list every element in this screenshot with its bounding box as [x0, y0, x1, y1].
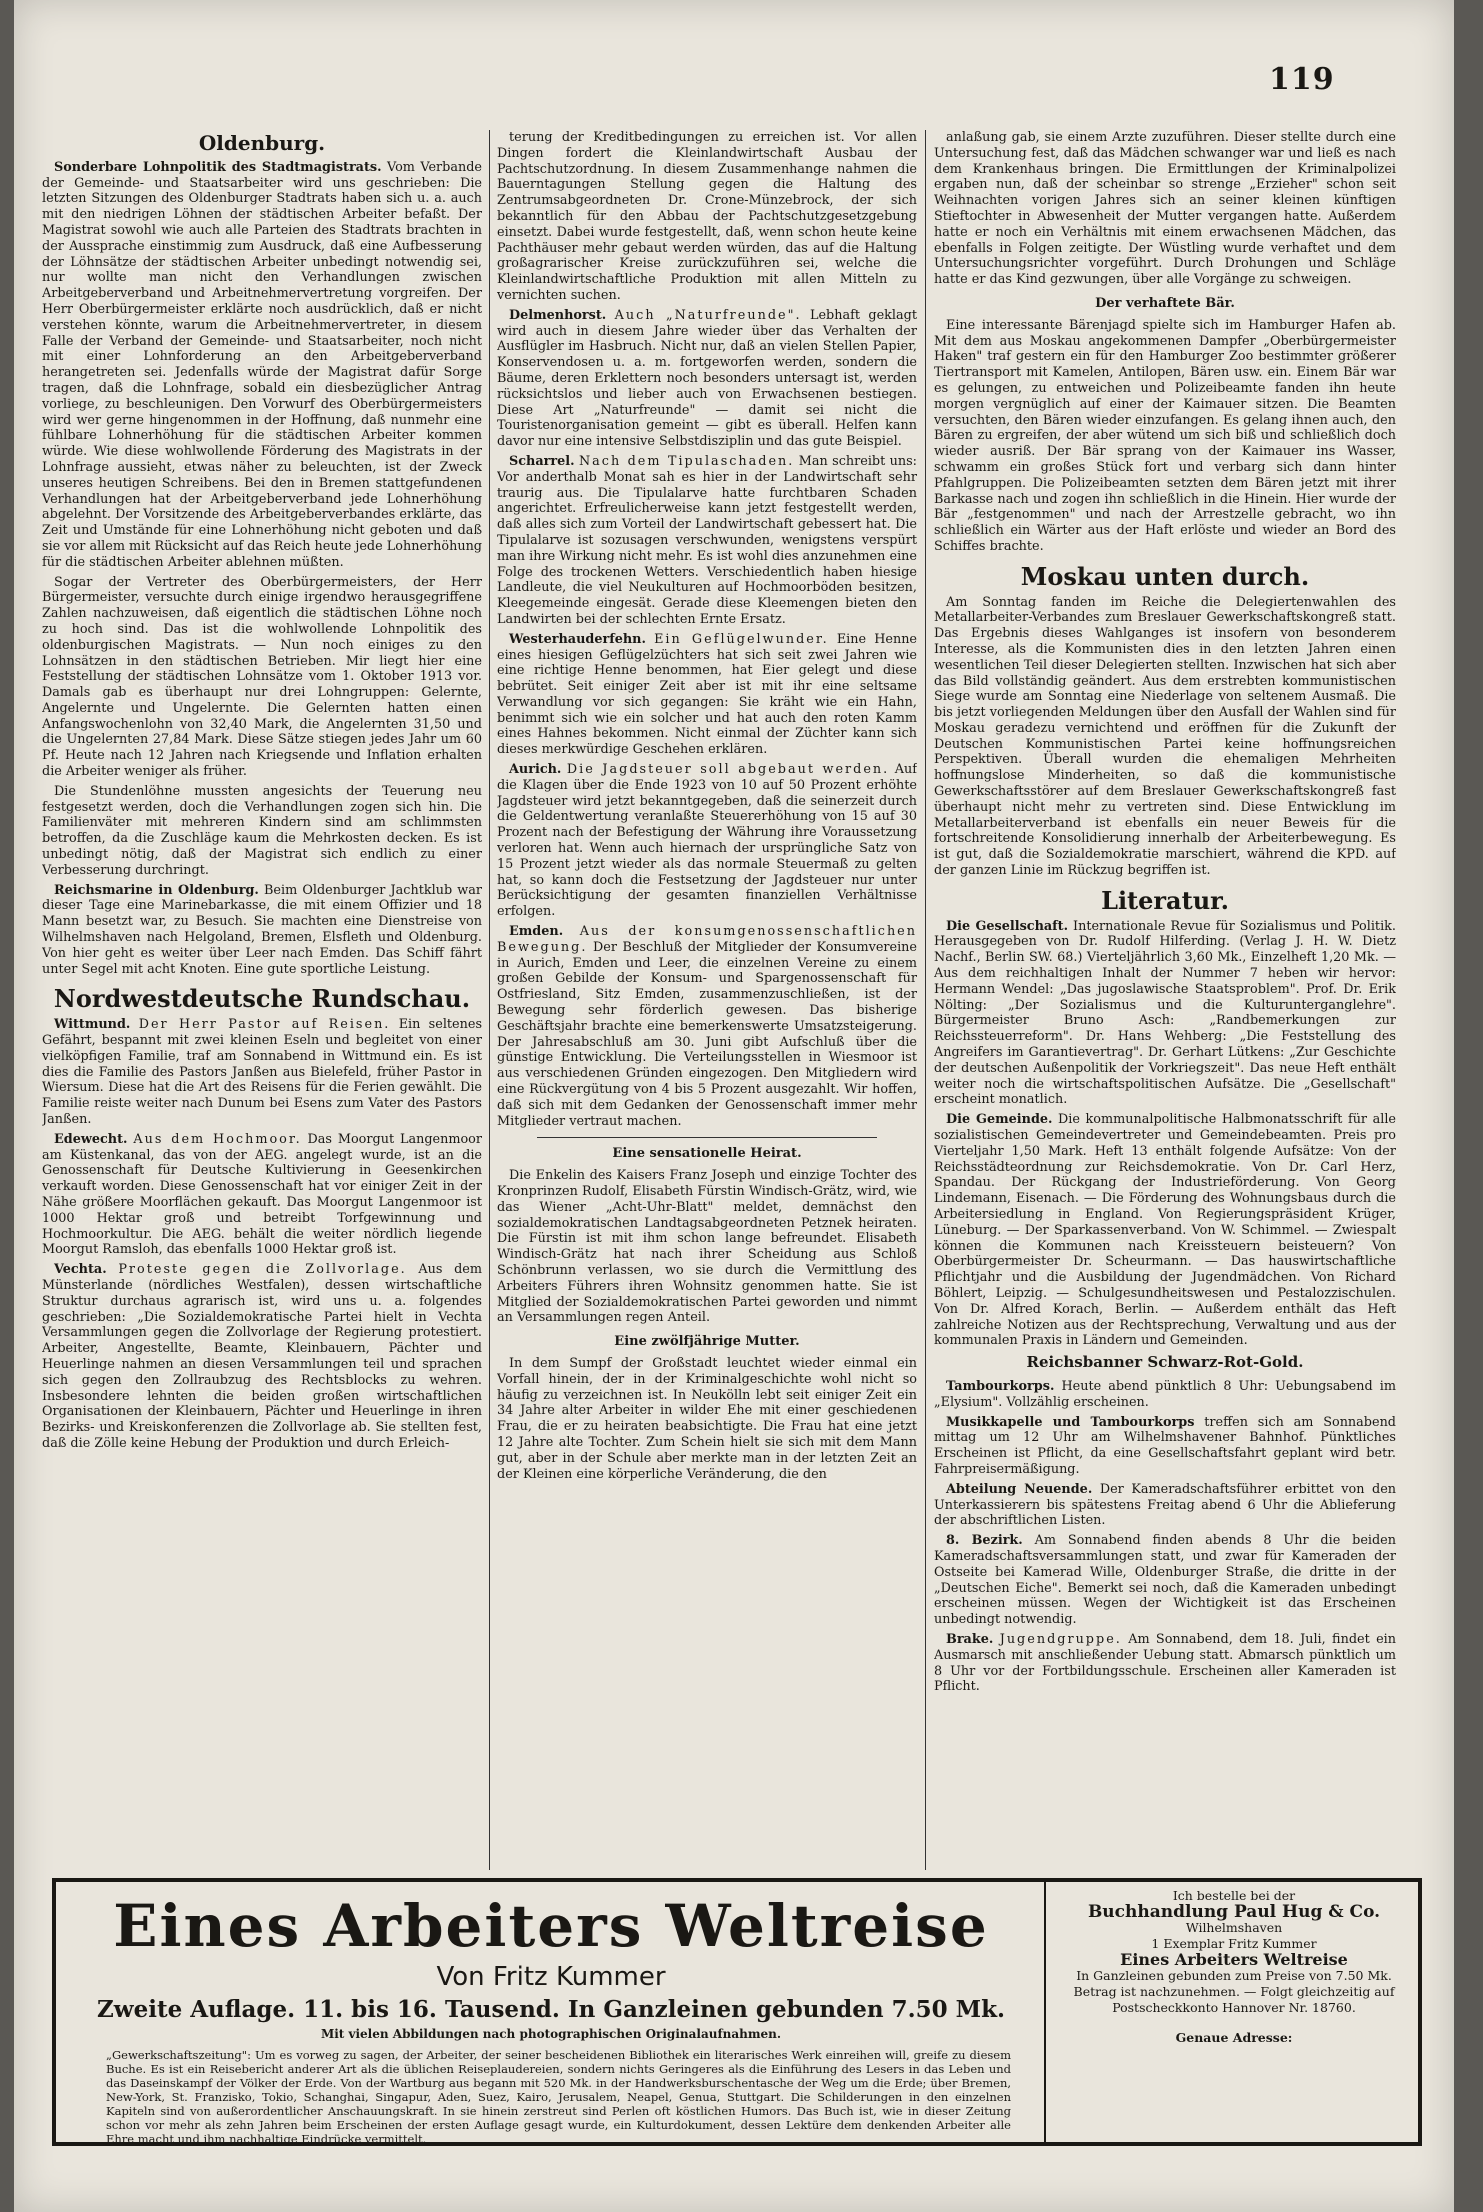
section-title-moskau: Moskau unten durch.: [1020, 561, 1310, 591]
order-form: [1056, 1888, 1412, 2046]
article-headline: Ein Geflügelwunder.: [654, 631, 829, 647]
article-paragraph: Die Stundenlöhne mussten angesichts der Teuerung neu festgesetzt werden, doch die Verhandlungen zogen sich hin. Die Familienväter mit mehreren Kindern sind am schlimmsten betroffen, da die Zuschläge kaum die Mehrkosten decken. Es ist unbedingt nötig, daß der Magistrat sich endlich zu einer Verbesserung durchringt.: [42, 783, 482, 878]
article-lead: Emden.: [509, 924, 564, 940]
article-text: treffen sich am Sonnabend mittag um 12 Uhr am Wilhelmshavener Bahnhof. Pünktliches Erscheinen ist Pflicht, da eine Gesellschaftsfahrt geplant wird betr. Fahrpreisermäßigung.: [934, 1414, 1396, 1477]
article-lead: Sonderbare Lohnpolitik des Stadtmagistrats.: [54, 159, 382, 175]
article-lead: Vechta.: [54, 1262, 107, 1278]
article-headline: Die Jagdsteuer soll abgebaut werden.: [566, 762, 890, 778]
article-text: Am Sonnabend finden abends 8 Uhr die beiden Kameradschaftsversammlungen statt, und zwar für Kameraden der Ostseite bei Kamerad Wille, Oldenburger Straße, die dritte in der „Deutschen Eiche". Bemerkt sei noch, daß die Kameraden unbedingt erscheinen müssen. Wegen der Wichtigkeit ist das Erscheinen unbedingt notwendig.: [934, 1533, 1396, 1628]
article-text: Der Beschluß der Mitglieder der Konsumvereine in Aurich, Emden und Leer, die einzelnen Vereine zu einem großen Gebilde der Konsum- und Spargenossenschaft für Ostfriesland, Sitz Emden, zusammenzuschließen, ist der Bewegung sehr förderlich gewesen. Das bisherige Geschäftsjahr brachte eine bemerkenswerte Umsatzsteigerung. Der Jahresabschluß am 30. Juni gibt Aufschluß über die günstige Entwicklung. Die Verteilungsstellen in Wiesmoor ist aus verschiedenen Gründen eingezogen. Den Mitgliedern wird eine Rückvergütung von 4 bis 5 Prozent ausgezahlt. Wir hoffen, daß sich mit dem Gedanken der Genossenschaft immer mehr Mitglieder vertraut machen.: [497, 939, 917, 1129]
article-text: Auf die Klagen über die Ende 1923 von 10 auf 50 Prozent erhöhte Jagdsteuer wird jetzt bekanntgegeben, daß die seinerzeit durch die Geldentwertung veranlaßte Steuererhöhung von 15 auf 30 Prozent nach der Befestigung der Währung ihre Voraussetzung verloren hat. Wenn auch hiernach der ursprüngliche Satz von 15 Prozent jetzt wieder als das normale Steuermaß zu gelten hat, so kann doch die Festsetzung der Jagdsteuer nur unter Berücksichtigung der gesamten finanziellen Verhältnisse erfolgen.: [497, 762, 917, 920]
article-paragraph: Eine interessante Bärenjagd spielte sich im Hamburger Hafen ab. Mit dem aus Moskau angekommenen Dampfer „Oberbürgermeister Haken" traf gestern ein für den Hamburger Zoo bestimmter größerer Tiertransport mit Kamelen, Antilopen, Bären usw. ein. Einem Bär war es gelungen, zu entweichen und Polizeibeamte fanden ihn heute morgen vergnüglich auf einer der Kaimauer sitzen. Die Beamten versuchten, den Bären wieder einzufangen. Es gelang ihnen auch, den Bären zu ergreifen, der aber wütend um sich biß und schließlich doch wieder ausriß. Der Bär sprang von der Kaimauer ins Wasser, schwamm ein großes Stück fort und verbarg sich dann hinter Pfahlgruppen. Die Polizeibeamten setzten dem Bären jetzt mit ihrer Barkasse nach und zogen ihn schließlich in die Hinein. Hier wurde der Bär „festgenommen" und nach der Arrestzelle gebracht, wo ihn schließlich ein Wärter aus der Haft erlöste und wieder an Bord des Schiffes brachte.: [934, 317, 1396, 554]
article-text: Das Moorgut Langenmoor am Küstenkanal, das von der AEG. angelegt wurde, ist an die Genossenschaft für Deutsche Kultivierung in Geesenkirchen verkauft worden. Diese Genossenschaft hat vor einiger Zeit in der Nähe größere Moorflächen gekauft. Das Moorgut Langenmoor ist 1000 Hektar groß und betreibt Torfgewinnung und Hochmoorkultur. Die AEG. behält die weiter nördlich liegende Moorgut Ramsloh, das ebenfalls 1000 Hektar groß ist.: [42, 1131, 482, 1258]
article-paragraph: [497, 454, 917, 628]
article-headline: Aus dem Hochmoor.: [133, 1131, 302, 1147]
column-left: [42, 130, 482, 1870]
article-headline: Eine zwölfjährige Mutter.: [614, 1334, 800, 1350]
article-paragraph: In dem Sumpf der Großstadt leuchtet wieder einmal ein Vorfall hinein, der in der Kriminalgeschichte wohl nicht so häufig zu verzeichnen ist. In Neukölln lebt seit einiger Zeit ein 34 Jahre alter Arbeiter in wilder Ehe mit einer geschiedenen Frau, die er zu heiraten beabsichtigte. Die Frau hat eine jetzt 12 Jahre alte Tochter. Zum Schein hielt sie sich mit dem Mann gut, aber in der Schule aber merkte man in der letzten Zeit an der Kleinen eine körperliche Veränderung, die den: [497, 1355, 917, 1482]
article-headline: Aus der konsumgenossenschaftlichen Bewegung.: [497, 924, 917, 955]
ad-title: Eines Arbeiters Weltreise: [113, 1892, 989, 1960]
article-paragraph: [934, 1482, 1396, 1529]
section-title-oldenburg: Oldenburg.: [198, 131, 326, 155]
article-headline: Auch „Naturfreunde".: [614, 307, 802, 323]
section-title-literatur: Literatur.: [1101, 885, 1229, 915]
article-lead: Reichsmarine in Oldenburg.: [54, 882, 259, 898]
article-paragraph: [934, 1632, 1396, 1695]
article-text: Lebhaft geklagt wird auch in diesem Jahre wieder über das Verhalten der Ausflügler im Hasbruch. Nicht nur, daß an vielen Stellen Papier, Konservendosen u. a. m. fortgeworfen werden, sondern die Bäume, deren Erklettern noch besonders untersagt ist, werden rücksichtslos und lieber auch von Erwachsenen bestiegen. Diese Art „Naturfreunde" — damit sei nicht die Touristenorganisation gemeint — gibt es überall. Helfen kann davor nur eine intensive Selbstdisziplin und das gute Beispiel.: [497, 307, 917, 450]
article-headline: Nach dem Tipulaschaden.: [578, 453, 795, 469]
section-title-reichsbanner: Reichsbanner Schwarz-Rot-Gold.: [1026, 1353, 1304, 1372]
page-number: 119: [1269, 62, 1335, 97]
ad-edition: Zweite Auflage. 11. bis 16. Tausend. In Ganzleinen gebunden 7.50 Mk.: [96, 1996, 1006, 2023]
article-text: Der Kameradschaftsführer erbittet von den Unterkassierern bis spätestens Freitag abend 6 Uhr die Ablieferung der abschriftlichen Listen.: [934, 1481, 1396, 1529]
ad-subtitle: Mit vielen Abbildungen nach photographischen Originalaufnahmen.: [320, 2027, 782, 2041]
article-paragraph: [42, 883, 482, 978]
article-lead: Musikkapelle und Tambourkorps: [946, 1414, 1195, 1430]
article-paragraph: [497, 924, 917, 1129]
article-paragraph: [42, 1017, 482, 1128]
article-lead: Tambourkorps.: [946, 1378, 1055, 1394]
ad-main-panel: [56, 1882, 1046, 2146]
order-binding: In Ganzleinen gebunden zum Preise von 7.50 Mk.: [1076, 1968, 1392, 1983]
article-paragraph: [934, 1533, 1396, 1628]
article-text: Ein seltenes Gefährt, bespannt mit zwei kleinen Eseln und begleitet von einer vielköpfigen Familie, traf am Sonnabend in Wittmund ein. Es ist dies die Familie des Pastors Janßen aus Bielefeld, früher Pastor in Wiersum. Diese hat die Art des Reisens für die Ferien gewählt. Die Familie reiste weiter nach Dunum bei Esens zum Vater des Pastors Janßen.: [42, 1017, 482, 1128]
column-middle: [497, 130, 917, 1870]
newspaper-page: [14, 0, 1454, 2212]
article-headline: Der Herr Pastor auf Reisen.: [138, 1017, 391, 1033]
article-lead: Wittmund.: [54, 1017, 131, 1033]
article-lead: Aurich.: [509, 762, 562, 778]
ad-review-text: „Gewerkschaftszeitung": Um es vorweg zu sagen, der Arbeiter, der seiner bescheidenen Bibliothek ein literarisches Werk einreihen will, greife zu diesem Buche. Es ist ein Reisebericht anderer Art als die üblichen Reiseplaudereien, sondern nichts Geringeres als die Einführung des Lesers in das Leben und das Daseinskampf der Völker der Erde. Von der Wartburg aus begann mit 520 Mk. in der Handwerksburschentasche der Weg um die Erde; über Bremen, New-York, St. Franzisko, Tokio, Schanghai, Singapur, Aden, Suez, Kairo, Jerusalem, Neapel, Genua, Stuttgart. Die Schilderungen in den einzelnen Kapiteln sind von außerordentlicher Anschauungskraft. In sie hinein zerstreut sind Perlen oft köstlichen Humors. Das Buch ist, wie in dieser Zeitung schon vor mehr als zehn Jahren beim Erscheinen der ersten Auflage gesagt wurde, ein Kulturdokument, dessen Lektüre dem denkenden Arbeiter alle Ehre macht und ihm nachhaltige Eindrücke vermittelt.: [106, 2048, 1011, 2146]
article-text: Eine Henne eines hiesigen Geflügelzüchters hat sich seit zwei Jahren wie eine richtige Henne benommen, hat Eier gelegt und diese bebrütet. Seit einiger Zeit aber ist mit ihr eine seltsame Verwandlung vor sich gegangen: Sie kräht wie ein Hahn, benimmt sich wie ein solcher und hat auch den roten Kamm eines Hahnes bekommen. Nicht einmal der Züchter kann sich dieses merkwürdige Geschehen erklären.: [497, 631, 917, 758]
ad-author: Von Fritz Kummer: [436, 1962, 666, 1992]
article-text: Am Sonnabend, dem 18. Juli, findet ein Ausmarsch mit anschließender Uebung statt. Abmarsch pünktlich um 8 Uhr vor der Fortbildungsschule. Erscheinen aller Kameraden ist Pflicht.: [934, 1631, 1396, 1695]
article-paragraph: Die Enkelin des Kaisers Franz Joseph und einzige Tochter des Kronprinzen Rudolf, Elisabeth Fürstin Windisch-Grätz, wird, wie das Wiener „Acht-Uhr-Blatt" meldet, demnächst den sozialdemokratischen Landtagsabgeordneten Petznek heiraten. Die Fürstin ist mit ihm schon lange befreundet. Elisabeth Windisch-Grätz hat nach ihrer Scheidung aus Schloß Schönbrunn verlassen, wo sie durch die Vermittlung des Arbeiters Führers ihren Wohnsitz genommen hatte. Sie ist Mitglied der Sozialdemokratischen Partei geworden und nimmt an Versammlungen regen Anteil.: [497, 1168, 917, 1326]
article-paragraph: [497, 762, 917, 920]
article-paragraph: [42, 160, 482, 571]
article-paragraph: Am Sonntag fanden im Reiche die Delegiertenwahlen des Metallarbeiter-Verbandes zum Breslauer Gewerkschaftskongreß statt. Das Ergebnis dieses Wahlganges ist insofern von besonderem Interesse, als die Kommunisten dies in den letzten Jahren einen wesentlichen Teil dieser Delegierten stellten. Inzwischen hat sich aber das Bild vollständig geändert. Aus dem erstrebten kommunistischen Siege wurde am Sonntag eine Niederlage von seltenem Ausmaß. Die bis jetzt vorliegenden Meldungen über den Ausfall der Wahlen sind für Moskau geradezu vernichtend und eröffnen für die Zukunft der Deutschen Kommunistischen Partei keine hoffnungsreichen Perspektiven. Überall wurden die ehemaligen Mehrheiten hoffnungslose Minderheiten, so daß die kommunistische Gewerkschaftsstörer auf dem Breslauer Gewerkschaftskongreß fast überhaupt nicht mehr zu vertreten sind. Diese Entwicklung im Metallarbeiterverband ist ebenfalls ein neuer Beweis für die fortschreitende Konsolidierung innerhalb der Arbeiterbewegung. Es ist gut, daß die Sozialdemokratie marschiert, während die KPD. auf der ganzen Linie im Rückzug begriffen ist.: [934, 594, 1396, 879]
column-right: [934, 130, 1396, 1870]
article-paragraph: [934, 1379, 1396, 1411]
order-shop: Buchhandlung Paul Hug & Co.: [1087, 1902, 1381, 1922]
article-lead: Brake.: [946, 1631, 994, 1647]
column-rule: [925, 130, 926, 1870]
article-headline: Proteste gegen die Zollvorlage.: [118, 1262, 407, 1278]
article-text: Man schreibt uns: Vor anderthalb Monat sah es hier in der Landwirtschaft sehr traurig aus. Die Tipulalarve hatte furchtbaren Schaden angerichtet. Erfreulicherweise kann jetzt festgestellt werden, daß alles sich zum Vorteil der Landwirtschaft gebessert hat. Die Tipulalarve ist sozusagen verschwunden, wenigstens verspürt man ihre Wirkung nicht mehr. Es ist wohl dies anzunehmen eine Folge des trockenen Wetters. Verschiedentlich haben hiesige Landleute, die viel Neukulturen auf Hochmoorböden besitzen, Kleegemeinde eingesät. Gerade diese Kleemengen bieten den Landwirten bei der schlechten Ernte Ersatz.: [497, 453, 917, 627]
article-text: Internationale Revue für Sozialismus und Politik. Herausgegeben von Dr. Rudolf Hilferding. (Verlag J. H. W. Dietz Nachf., Berlin SW. 68.) Vierteljährlich 3,60 Mk., Einzelheft 1,20 Mk. — Aus dem reichhaltigen Inhalt der Nummer 7 heben wir hervor: Hermann Wendel: „Das jugoslawische Staatsproblem". Prof. Dr. Erik Nölting: „Der Sozialismus und die Kulturunterganglehre". Bürgermeister Bruno Asch: „Randbemerkungen zur Reichssteuerreform". Dr. Hans Wehberg: „Die Feststellung des Angreifers im Garantievertrag". Dr. Gerhart Lütkens: „Zur Geschichte der deutschen Außenpolitik der Vorkriegszeit". Das neue Heft enthält weiter noch die wirtschaftspolitischen Aufsätze. Die „Gesellschaft" erscheint monatlich.: [934, 918, 1396, 1108]
article-headline: Eine sensationelle Heirat.: [612, 1146, 802, 1162]
order-intro: Ich bestelle bei der: [1172, 1888, 1296, 1903]
article-text: Heute abend pünktlich 8 Uhr: Uebungsabend im „Elysium". Vollzählig erscheinen.: [934, 1378, 1396, 1410]
order-item: 1 Exemplar Fritz Kummer: [1151, 1936, 1317, 1951]
article-paragraph: [42, 1132, 482, 1258]
order-payment: Betrag ist nachzunehmen. — Folgt gleichzeitig auf Postscheckkonto Hannover Nr. 18760.: [1073, 1984, 1395, 2015]
article-paragraph: [497, 632, 917, 758]
article-paragraph: anlaßung gab, sie einem Arzte zuzuführen. Dieser stellte durch eine Untersuchung fest, daß das Mädchen schwanger war und ließ es nach dem Krankenhaus bringen. Die Ermittlungen der Kriminalpolizei ergaben nun, daß der scheinbar so strenge „Erzieher" schon seit Weihnachten vorigen Jahres sich an seiner kleinen künftigen Stieftochter in Abwesenheit der Mutter vergangen hatte. Außerdem hatte er noch ein Verhältnis mit einem erwachsenen Mädchen, das ebenfalls in Folgen zeitigte. Der Wüstling wurde verhaftet und dem Untersuchungsrichter vorgeführt. Durch Drohungen und Schläge hatte er das Kind gezwungen, über alle Vorgänge zu schweigen.: [934, 130, 1396, 288]
article-lead: Edewecht.: [54, 1131, 128, 1147]
section-title-rundschau: Nordwestdeutsche Rundschau.: [53, 984, 471, 1014]
column-rule: [489, 130, 490, 1870]
order-address-label: Genaue Adresse:: [1175, 2030, 1293, 2045]
article-lead: 8. Bezirk.: [946, 1533, 1023, 1549]
article-lead: Delmenhorst.: [509, 307, 607, 323]
article-text: Beim Oldenburger Jachtklub war dieser Tage eine Marinebarkasse, die mit einem Offizier und 18 Mann besetzt war, zu Besuch. Sie machten eine Dienstreise von Wilhelmshaven nach Helgoland, Bremen, Elsfleth und Oldenburg. Von hier geht es weiter über Leer nach Emden. Das Schiff fährt unter Segel mit acht Knoten. Eine gute sportliche Leistung.: [42, 882, 482, 977]
article-lead: Scharrel.: [509, 453, 575, 469]
article-paragraph: Sogar der Vertreter des Oberbürgermeisters, der Herr Bürgermeister, versuchte durch einige irgendwo herausgegriffene Zahlen nachzuweisen, daß eigentlich die städtischen Löhne noch zu hoch sind. Das ist die wohlwollende Lohnpolitik des oldenburgischen Magistrats. — Nun noch einiges zu den Lohnsätzen in den städtischen Betrieben. Mir liegt hier eine Feststellung der städtischen Lohnsätze vom 1. Oktober 1913 vor. Damals gab es überhaupt nur drei Lohngruppen: Gelernte, Angelernte und Ungelernte. Die Gelernten hatten einen Anfangswochenlohn von 32,40 Mark, die Angelernten 31,50 und die Ungelernten 27,84 Mark. Diese Sätze stiegen jedes Jahr um 60 Pf. Heute nach 12 Jahren nach Kriegsende und Inflation erhalten die Arbeiter weniger als früher.: [42, 574, 482, 780]
divider: [537, 1137, 877, 1138]
article-lead: Die Gesellschaft.: [946, 918, 1069, 934]
article-lead: Abteilung Neuende.: [946, 1481, 1093, 1497]
article-paragraph: [497, 308, 917, 450]
article-paragraph: [934, 919, 1396, 1109]
article-paragraph: [934, 1112, 1396, 1349]
article-paragraph: [934, 1415, 1396, 1478]
article-lead: Westerhauderfehn.: [509, 631, 646, 647]
book-advertisement: [52, 1878, 1422, 2146]
article-paragraph: [42, 1262, 482, 1452]
article-headline: Jugendgruppe.: [999, 1631, 1122, 1647]
article-lead: Die Gemeinde.: [946, 1112, 1053, 1128]
order-title: Eines Arbeiters Weltreise: [1120, 1950, 1348, 1969]
article-paragraph: terung der Kreditbedingungen zu erreichen ist. Vor allen Dingen fordert die Kleinlandwirtschaft Ausbau der Pachtschutzordnung. In diesem Zusammenhange nahmen die Bauerntagungen Stellung gegen die Haltung des Zentrumsabgeordneten Dr. Crone-Münzebrock, der sich bekanntlich für den Abbau der Pachtschutzgesetzgebung einsetzt. Dabei wurde festgestellt, daß, wenn schon heute keine Pachthäuser mehr gebaut werden würden, das auf die Haltung großagrarischer Kreise zurückzuführen sei, welche die Kleinlandwirtschaftliche Produktion mit allen Mitteln zu vernichten suchen.: [497, 130, 917, 303]
article-text: Aus dem Münsterlande (nördliches Westfalen), dessen wirtschaftliche Struktur durchaus agrarisch ist, wird uns u. a. folgendes geschrieben: „Die Sozialdemokratische Partei hielt in Vechta Versammlungen gegen die Zollvorlage der Regierung protestiert. Arbeiter, Angestellte, Beamte, Kleinbauern, Pächter und Heuerlinge nahmen an diesen Versammlungen teil und sprachen sich gegen den Zollraubzug des Rechtsblocks zu wehren. Insbesondere lehnten die beiden großen wirtschaftlichen Organisationen der Kleinbauern, Pächter und Heuerlinge in ihren Bezirks- und Kreiskonferenzen die Zollvorlage ab. Sie stellten fest, daß die Zölle keine Hebung der Produktion und durch Erleich-: [42, 1262, 482, 1451]
article-headline: Der verhaftete Bär.: [1095, 295, 1235, 311]
article-text: Die kommunalpolitische Halbmonatsschrift für alle sozialistischen Gemeindevertreter und Gemeindebeamten. Preis pro Vierteljahr 1,50 Mark. Heft 13 enthält folgende Aufsätze: Von der Reichsstädteordnung zur Reichsdemokratie. Von Dr. Carl Herz, Spandau. Der Rückgang der Industrieförderung. Von Georg Lindemann, Eisenach. — Die Förderung des Wohnungsbaus durch die Arbeitersiedlung in England. Von Regierungspräsident Krüger, Lüneburg. — Der Sparkassenverband. Von W. Schimmel. — Zwiespalt können die Kommunen nach Kreissteuern beisteuern? Von Oberbürgermeister Dr. Scheurmann. — Das hauswirtschaftliche Pflichtjahr und die Ausbildung der Jugendmädchen. Von Richard Böhlert, Leipzig. — Schulgesundheitswesen und Pestalozzischulen. Von Dr. Alfred Korach, Berlin. — Außerdem enthält das Heft zahlreiche Notizen aus der Rechtsprechung, Verwaltung und aus der kommunalen Praxis in Ländern und Gemeinden.: [934, 1112, 1396, 1349]
article-text: Vom Verbande der Gemeinde- und Staatsarbeiter wird uns geschrieben: Die letzten Sitzungen des Oldenburger Stadtrats haben sich u. a. auch mit den niedrigen Löhnen der städtischen Arbeiter befaßt. Der Magistrat sowohl wie auch alle Parteien des Stadtrats brachten in der Aussprache einstimmig zum Ausdruck, daß eine Aufbesserung der Löhnsätze der städtischen Arbeiter unbedingt notwendig sei, nur wollte man nicht den Verhandlungen zwischen Arbeitgeberverband und Arbeitnehmervertretung vorgreifen. Der Herr Oberbürgermeister erklärte noch ausdrücklich, daß er nicht verstehen könnte, warum die Arbeitnehmervertreter, in diesem Falle der Verband der Gemeinde- und Staatsarbeiter, noch nicht mit einer Lohnforderung an den Arbeitgeberverband herangetreten sei. Jedenfalls würde der Magistrat dafür Sorge tragen, daß die Lohnfrage, sobald ein diesbezüglicher Antrag vorliege, zu beschleunigen. Den Vorwurf des Oberbürgermeisters wird wer gerne hingenommen in der Hoffnung, daß nunmehr eine fühlbare Lohnerhöhung für die städtischen Arbeiter kommen würde. Wie diese wohlwollende Förderung des Magistrats in der Lohnfrage aussieht, etwas näher zu beleuchten, ist der Zweck unseres heutigen Schreibens. Bei den in Bremen stattgefundenen Verhandlungen hat der Arbeitgeberverband jede Lohnerhöhung abgelehnt. Der Vorsitzende des Arbeitgeberverbandes erklärte, das Zeit und Umstände für eine Lohnerhöhung nicht geboten und daß sie vor allem mit Rücksicht auf das Reich heute jede Lohnerhöhung für die städtischen Arbeiter ablehnen müßten.: [42, 159, 482, 570]
order-city: Wilhelmshaven: [1185, 1920, 1283, 1935]
